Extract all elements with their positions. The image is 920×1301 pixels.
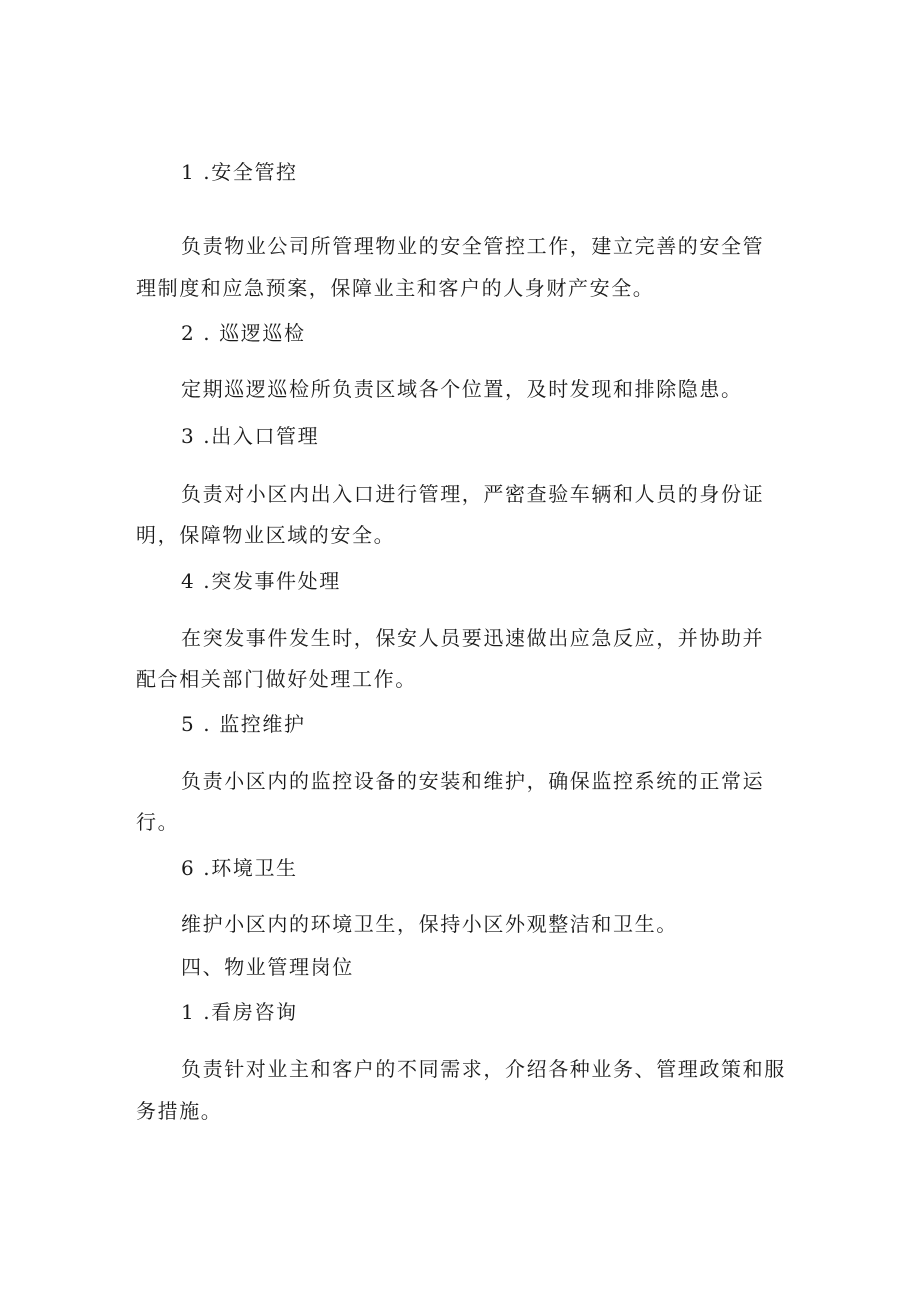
item-heading-patrol: 2 . 巡逻巡检	[181, 321, 306, 345]
item-heading-entrance: 3 .出入口管理	[181, 424, 320, 448]
paragraph-emergency-line-2: 配合相关部门做好处理工作。	[136, 667, 417, 691]
item-heading-monitoring: 5 . 监控维护	[181, 712, 306, 736]
item-heading-house-viewing: 1 .看房咨询	[181, 1000, 298, 1024]
item-heading-safety-control: 1 .安全管控	[181, 160, 298, 184]
paragraph-safety-control-line-2: 理制度和应急预案，保障业主和客户的人身财产安全。	[136, 276, 655, 300]
section-heading-property-positions: 四、物业管理岗位	[181, 955, 354, 979]
paragraph-entrance-line-1: 负责对小区内出入口进行管理，严密查验车辆和人员的身份证	[181, 482, 765, 506]
item-heading-sanitation: 6 .环境卫生	[181, 856, 298, 880]
paragraph-monitoring-line-1: 负责小区内的监控设备的安装和维护，确保监控系统的正常运	[181, 769, 765, 793]
paragraph-entrance-line-2: 明，保障物业区域的安全。	[136, 523, 396, 547]
paragraph-safety-control-line-1: 负责物业公司所管理物业的安全管控工作，建立完善的安全管	[181, 234, 765, 258]
item-heading-emergency: 4 .突发事件处理	[181, 569, 341, 593]
paragraph-monitoring-line-2: 行。	[136, 810, 180, 834]
paragraph-sanitation-line-1: 维护小区内的环境卫生，保持小区外观整洁和卫生。	[181, 912, 678, 936]
paragraph-house-viewing-line-1: 负责针对业主和客户的不同需求，介绍各种业务、管理政策和服	[181, 1057, 786, 1081]
paragraph-emergency-line-1: 在突发事件发生时，保安人员要迅速做出应急反应，并协助并	[181, 626, 765, 650]
paragraph-patrol-line-1: 定期巡逻巡检所负责区域各个位置，及时发现和排除隐患。	[181, 377, 743, 401]
paragraph-house-viewing-line-2: 务措施。	[136, 1099, 223, 1123]
